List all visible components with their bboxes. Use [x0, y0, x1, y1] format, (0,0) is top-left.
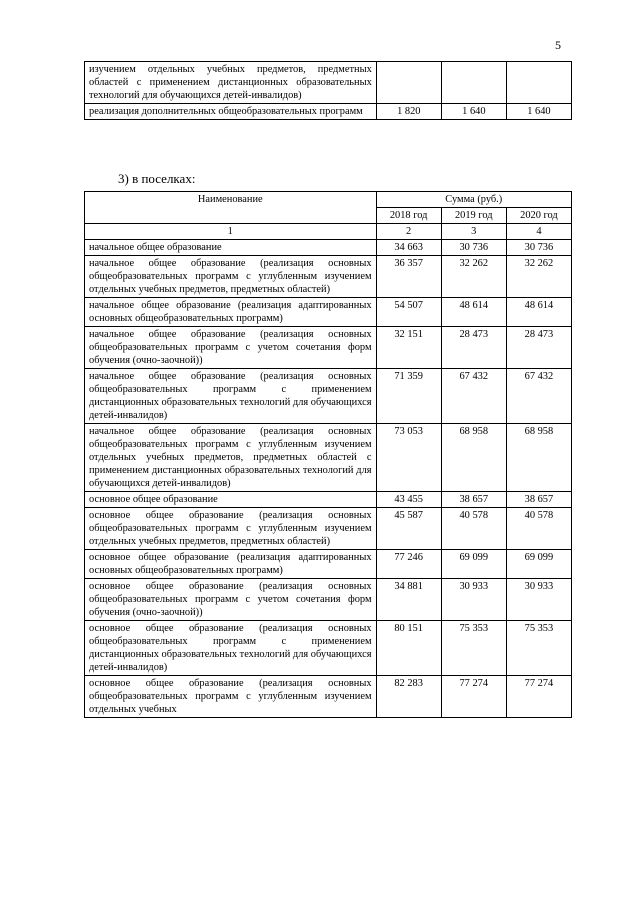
value-2020-cell: 32 262: [506, 256, 571, 298]
value-2018-cell: 34 663: [376, 240, 441, 256]
value-2019-cell: 28 473: [441, 327, 506, 369]
value-2019-cell: 30 736: [441, 240, 506, 256]
top-continuation-table: [84, 61, 572, 120]
header-year-2020: 2020 год: [506, 208, 571, 224]
table-row: [85, 256, 572, 298]
value-2019-cell: 32 262: [441, 256, 506, 298]
row-name-cell: начальное общее образование (реализация основных общеобразовательных программ с углубленным изучением отдельных учебных предметов, предметных областей): [85, 256, 377, 298]
col-number-2: 2: [376, 224, 441, 240]
row-name-cell: реализация дополнительных общеобразовательных программ: [85, 104, 377, 120]
value-2020-cell: 77 274: [506, 676, 571, 718]
row-name-cell: начальное общее образование (реализация основных общеобразовательных программ с применением дистанционных образовательных технологий для обучающихся детей-инвалидов): [85, 369, 377, 424]
table-row: [85, 492, 572, 508]
table-row: [85, 104, 572, 120]
value-2020-cell: 68 958: [506, 424, 571, 492]
row-name-cell: основное общее образование (реализация основных общеобразовательных программ с учетом сочетания форм обучения (очно-заочной)): [85, 579, 377, 621]
value-2020-cell: 28 473: [506, 327, 571, 369]
value-2019-cell: 67 432: [441, 369, 506, 424]
value-2019-cell: 38 657: [441, 492, 506, 508]
value-2019-cell: [441, 62, 506, 104]
value-2018-cell: 1 820: [376, 104, 441, 120]
row-name-cell: основное общее образование (реализация основных общеобразовательных программ с применением дистанционных образовательных технологий для обучающихся детей-инвалидов): [85, 621, 377, 676]
page-number: 5: [555, 38, 561, 52]
header-name: Наименование: [85, 192, 377, 224]
header-col-numbers-row: [85, 224, 572, 240]
value-2020-cell: 30 933: [506, 579, 571, 621]
col-number-4: 4: [506, 224, 571, 240]
table-row: [85, 621, 572, 676]
value-2020-cell: 40 578: [506, 508, 571, 550]
value-2019-cell: 48 614: [441, 298, 506, 327]
header-year-2018: 2018 год: [376, 208, 441, 224]
value-2020-cell: 75 353: [506, 621, 571, 676]
table-row: [85, 240, 572, 256]
value-2018-cell: 32 151: [376, 327, 441, 369]
table-row: [85, 369, 572, 424]
value-2019-cell: 30 933: [441, 579, 506, 621]
value-2020-cell: 1 640: [506, 104, 571, 120]
col-number-3: 3: [441, 224, 506, 240]
value-2020-cell: 38 657: [506, 492, 571, 508]
table-row: [85, 62, 572, 104]
value-2019-cell: 75 353: [441, 621, 506, 676]
row-name-cell: основное общее образование: [85, 492, 377, 508]
value-2020-cell: 48 614: [506, 298, 571, 327]
row-name-cell: изучением отдельных учебных предметов, предметных областей с применением дистанционных образовательных технологий для обучающихся детей-инвалидов): [85, 62, 377, 104]
value-2019-cell: 77 274: [441, 676, 506, 718]
value-2018-cell: 34 881: [376, 579, 441, 621]
value-2018-cell: 71 359: [376, 369, 441, 424]
row-name-cell: начальное общее образование: [85, 240, 377, 256]
value-2018-cell: 82 283: [376, 676, 441, 718]
value-2020-cell: 30 736: [506, 240, 571, 256]
value-2018-cell: 45 587: [376, 508, 441, 550]
table-row: [85, 298, 572, 327]
value-2020-cell: [506, 62, 571, 104]
table-row: [85, 508, 572, 550]
row-name-cell: основное общее образование (реализация адаптированных основных общеобразовательных программ): [85, 550, 377, 579]
table-row: [85, 550, 572, 579]
settlements-cost-table: [84, 191, 572, 718]
value-2018-cell: 80 151: [376, 621, 441, 676]
value-2020-cell: 67 432: [506, 369, 571, 424]
table-row: [85, 579, 572, 621]
value-2018-cell: 36 357: [376, 256, 441, 298]
value-2018-cell: 54 507: [376, 298, 441, 327]
value-2018-cell: 77 246: [376, 550, 441, 579]
value-2019-cell: 68 958: [441, 424, 506, 492]
row-name-cell: начальное общее образование (реализация адаптированных основных общеобразовательных программ): [85, 298, 377, 327]
value-2019-cell: 40 578: [441, 508, 506, 550]
table-row: [85, 424, 572, 492]
row-name-cell: начальное общее образование (реализация основных общеобразовательных программ с учетом сочетания форм обучения (очно-заочной)): [85, 327, 377, 369]
table-row: [85, 676, 572, 718]
value-2018-cell: 43 455: [376, 492, 441, 508]
value-2018-cell: 73 053: [376, 424, 441, 492]
row-name-cell: начальное общее образование (реализация основных общеобразовательных программ с углубленным изучением отдельных учебных предметов, предметных областей с применением дистанционных образовательных технологий для обучающихся детей-инвалидов): [85, 424, 377, 492]
table-row: [85, 327, 572, 369]
value-2018-cell: [376, 62, 441, 104]
header-year-2019: 2019 год: [441, 208, 506, 224]
col-number-1: 1: [85, 224, 377, 240]
row-name-cell: основное общее образование (реализация основных общеобразовательных программ с углубленным изучением отдельных учебных предметов, предметных областей): [85, 508, 377, 550]
value-2019-cell: 1 640: [441, 104, 506, 120]
value-2020-cell: 69 099: [506, 550, 571, 579]
section-title: 3) в поселках:: [118, 171, 196, 186]
row-name-cell: основное общее образование (реализация основных общеобразовательных программ с углубленным изучением отдельных учебных: [85, 676, 377, 718]
header-row: [85, 192, 572, 208]
value-2019-cell: 69 099: [441, 550, 506, 579]
header-sum: Сумма (руб.): [376, 192, 571, 208]
